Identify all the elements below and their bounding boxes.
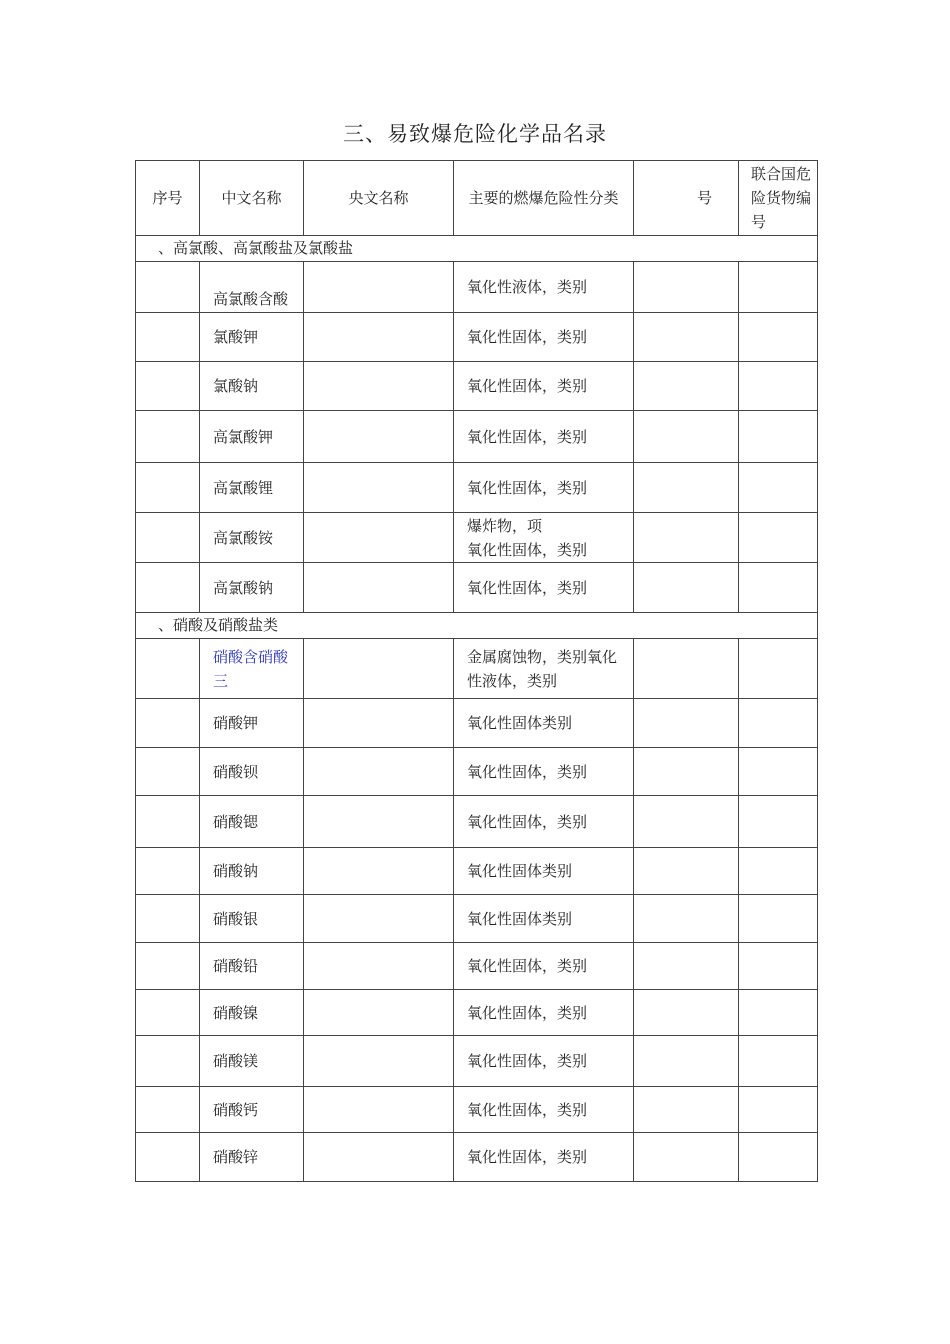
table-row — [136, 362, 818, 411]
hazard-cell: 氧化性固体，类别 — [454, 1087, 634, 1133]
un-cell — [739, 313, 818, 362]
hazard-line: 爆炸物，项 — [467, 516, 543, 535]
table-row — [136, 848, 818, 895]
cas-cell — [634, 262, 739, 313]
cas-cell — [634, 699, 739, 748]
hazard-cell: 氧化性固体，类别 — [454, 943, 634, 990]
table-row — [136, 411, 818, 463]
en-name-cell — [304, 313, 454, 362]
hazard-cell — [454, 513, 634, 563]
cas-cell — [634, 1036, 739, 1087]
seq-cell — [136, 748, 200, 796]
cn-name-cell: 硝酸镍 — [200, 990, 304, 1036]
table-row — [136, 1133, 818, 1182]
seq-cell — [136, 639, 200, 699]
header-cn-name: 中文名称 — [200, 161, 304, 236]
seq-cell — [136, 990, 200, 1036]
seq-cell — [136, 895, 200, 943]
en-name-cell — [304, 362, 454, 411]
hazard-cell: 氧化性固体，类别 — [454, 1036, 634, 1087]
en-name-cell — [304, 748, 454, 796]
cas-cell — [634, 1087, 739, 1133]
en-name-cell — [304, 1036, 454, 1087]
cn-name-cell: 硝酸锶 — [200, 796, 304, 848]
seq-cell — [136, 699, 200, 748]
un-cell — [739, 1087, 818, 1133]
en-name-cell — [304, 639, 454, 699]
hazard-cell: 氧化性固体，类别 — [454, 796, 634, 848]
un-cell — [739, 848, 818, 895]
cn-name-cell: 高氯酸钾 — [200, 411, 304, 463]
seq-cell — [136, 262, 200, 313]
cas-cell — [634, 848, 739, 895]
un-cell — [739, 639, 818, 699]
cn-name-cell: 硝酸含硝酸三 — [200, 639, 304, 699]
table-row — [136, 1087, 818, 1133]
cas-cell — [634, 943, 739, 990]
table-row — [136, 563, 818, 613]
page-title: 三、易致爆危险化学品名录 — [343, 122, 607, 146]
en-name-cell — [304, 699, 454, 748]
un-cell — [739, 563, 818, 613]
table-row — [136, 463, 818, 513]
un-cell — [739, 748, 818, 796]
un-cell — [739, 362, 818, 411]
header-hazard: 主要的燃爆危险性分类 — [454, 161, 634, 236]
section-row — [136, 236, 818, 262]
hazard-cell: 氧化性固体，类别 — [454, 411, 634, 463]
table-row — [136, 262, 818, 313]
hazard-cell: 金属腐蚀物，类别氧化性液体，类别 — [454, 639, 634, 699]
seq-cell — [136, 796, 200, 848]
cn-name-cell: 硝酸铅 — [200, 943, 304, 990]
header-seq: 序号 — [136, 161, 200, 236]
en-name-cell — [304, 463, 454, 513]
table-row — [136, 943, 818, 990]
seq-cell — [136, 1087, 200, 1133]
section-row — [136, 613, 818, 639]
cn-name-cell: 硝酸银 — [200, 895, 304, 943]
un-cell — [739, 895, 818, 943]
hazard-cell: 氧化性固体，类别 — [454, 748, 634, 796]
header-cas: 号 — [634, 161, 739, 236]
cn-name-cell: 硝酸钠 — [200, 848, 304, 895]
un-cell — [739, 943, 818, 990]
en-name-cell — [304, 513, 454, 563]
hazard-cell: 氧化性液体，类别 — [454, 262, 634, 313]
chemical-list-table — [135, 160, 818, 1182]
seq-cell — [136, 411, 200, 463]
seq-cell — [136, 313, 200, 362]
cas-cell — [634, 313, 739, 362]
table-row — [136, 313, 818, 362]
table-row — [136, 639, 818, 699]
un-cell — [739, 513, 818, 563]
hazard-cell: 氧化性固体，类别 — [454, 990, 634, 1036]
hazard-cell: 氧化性固体类别 — [454, 895, 634, 943]
en-name-cell — [304, 1087, 454, 1133]
un-cell — [739, 411, 818, 463]
seq-cell — [136, 563, 200, 613]
cn-name-cell: 硝酸镁 — [200, 1036, 304, 1087]
seq-cell — [136, 463, 200, 513]
cas-cell — [634, 990, 739, 1036]
un-cell — [739, 463, 818, 513]
cn-name-cell: 硝酸锌 — [200, 1133, 304, 1182]
table-row — [136, 895, 818, 943]
un-cell — [739, 1036, 818, 1087]
table-row — [136, 513, 818, 563]
en-name-cell — [304, 262, 454, 313]
cas-cell — [634, 1133, 739, 1182]
cas-cell — [634, 796, 739, 848]
seq-cell — [136, 1036, 200, 1087]
table-row — [136, 1036, 818, 1087]
un-cell — [739, 796, 818, 848]
table-header-row — [136, 161, 818, 236]
cas-cell — [634, 463, 739, 513]
cas-cell — [634, 895, 739, 943]
seq-cell — [136, 1133, 200, 1182]
cn-name-cell: 硝酸钡 — [200, 748, 304, 796]
cn-name-cell: 硝酸钾 — [200, 699, 304, 748]
hazard-cell: 氧化性固体类别 — [454, 699, 634, 748]
table-row — [136, 748, 818, 796]
seq-cell — [136, 513, 200, 563]
hazard-cell: 氧化性固体，类别 — [454, 313, 634, 362]
table-row — [136, 990, 818, 1036]
en-name-cell — [304, 943, 454, 990]
un-cell — [739, 1133, 818, 1182]
seq-cell — [136, 848, 200, 895]
hazard-cell: 氧化性固体，类别 — [454, 563, 634, 613]
header-un: 联合国危险货物编号 — [739, 161, 818, 236]
section-title: 、硝酸及硝酸盐类 — [136, 613, 818, 639]
cn-name-cell: 高氯酸铵 — [200, 513, 304, 563]
hazard-cell: 氧化性固体，类别 — [454, 463, 634, 513]
un-cell — [739, 699, 818, 748]
section-title: 、高氯酸、高氯酸盐及氯酸盐 — [136, 236, 818, 262]
en-name-cell — [304, 796, 454, 848]
seq-cell — [136, 362, 200, 411]
cas-cell — [634, 748, 739, 796]
cas-cell — [634, 513, 739, 563]
hazard-cell: 氧化性固体，类别 — [454, 1133, 634, 1182]
en-name-cell — [304, 411, 454, 463]
hazard-line: 氧化性固体，类别 — [467, 540, 588, 559]
un-cell — [739, 990, 818, 1036]
cas-cell — [634, 639, 739, 699]
table-row — [136, 699, 818, 748]
cn-name-cell: 高氯酸钠 — [200, 563, 304, 613]
cn-name-cell: 硝酸钙 — [200, 1087, 304, 1133]
en-name-cell — [304, 895, 454, 943]
cas-cell — [634, 563, 739, 613]
en-name-cell — [304, 990, 454, 1036]
en-name-cell — [304, 563, 454, 613]
cn-name-cell: 高氯酸含酸 — [200, 262, 304, 313]
en-name-cell — [304, 848, 454, 895]
seq-cell — [136, 943, 200, 990]
hazard-cell: 氧化性固体类别 — [454, 848, 634, 895]
cas-cell — [634, 411, 739, 463]
en-name-cell — [304, 1133, 454, 1182]
cas-cell — [634, 362, 739, 411]
table-row — [136, 796, 818, 848]
cn-name-cell: 氯酸钾 — [200, 313, 304, 362]
hazard-cell: 氧化性固体，类别 — [454, 362, 634, 411]
un-cell — [739, 262, 818, 313]
header-en-name: 央文名称 — [304, 161, 454, 236]
cn-name-cell: 高氯酸锂 — [200, 463, 304, 513]
cn-name-cell: 氯酸钠 — [200, 362, 304, 411]
